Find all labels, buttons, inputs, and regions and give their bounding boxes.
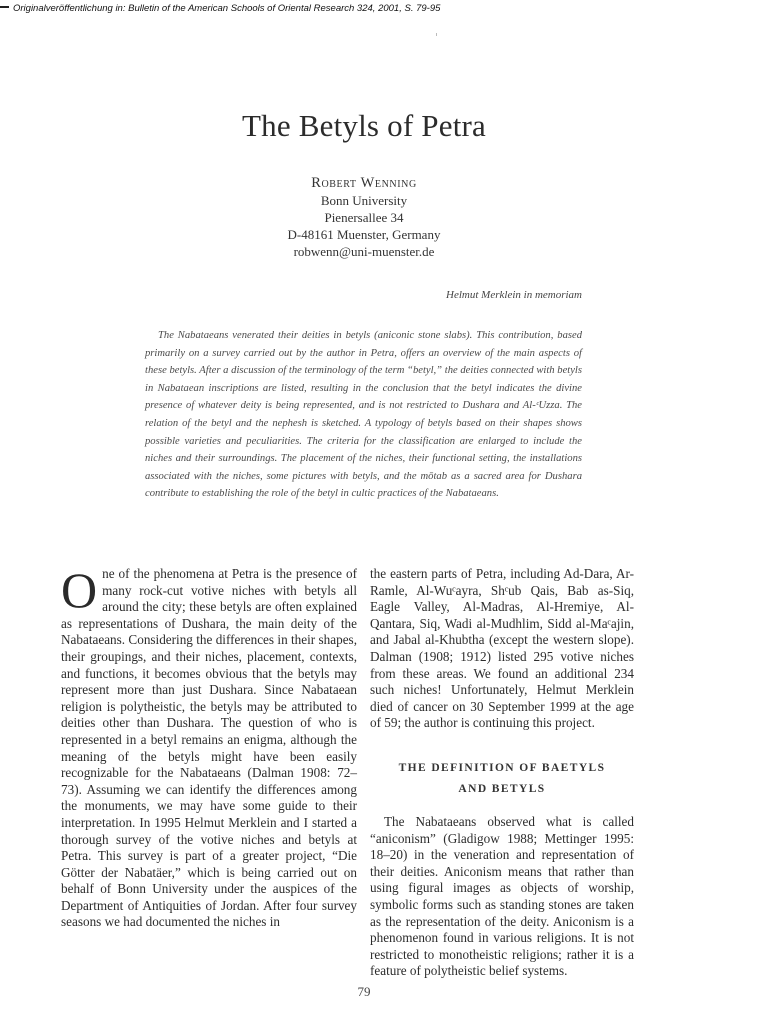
author-block (0, 175, 728, 260)
continued-paragraph: the eastern parts of Petra, including Ad-Dara, Ar-Ramle, Al-Wuᶜayra, Shᶜub Qais, Bab as-Siq, Eagle Valley, Al-Madras, Al-Hremiye, Al-Qantara, Siq, Wadi al-Mudhlim, Sidd al-Maᶜajin, and Jabal al-Khubtha (except the western slope). Dalman (1908; 1912) listed 295 votive niches from these areas. We found an additional 234 such niches! Unfortunately, Helmut Merklein died of cancer on 30 September 1999 at the age of 59; the author is continuing this project. (370, 566, 634, 731)
author-affiliation: Bonn University (320, 193, 408, 208)
section-heading (370, 758, 634, 800)
author-name: Robert Wenning (311, 175, 417, 191)
section-heading-line-1: THE DEFINITION OF BAETYLS (398, 761, 606, 774)
body-right-column (370, 566, 634, 980)
drop-cap: O (61, 562, 98, 618)
intro-paragraph (61, 562, 357, 931)
article-title: The Betyls of Petra (242, 108, 486, 143)
dedication: Helmut Merklein in memoriam (446, 289, 582, 301)
page-number: 79 (357, 984, 371, 999)
header-citation: Originalveröffentlichung in: Bulletin of the American Schools of Oriental Research 324, 2001, S. 79-95 (13, 3, 441, 14)
body-left-column (61, 562, 357, 931)
intro-text: ne of the phenomena at Petra is the presence of many rock-cut votive niches with betyls all around the city; these betyls are often explained as representations of Dushara, the main deity of the Nabataeans. Considering the differences in their shapes, their groupings, and their niches, placement, contexts, and functions, it becomes obvious that the betyls may represent more than just Dushara. Since Nabataean religion is polytheistic, the betyls may be attributed to deities other than Dushara. The question of who is represented in a betyl remains an enigma, although the meaning of the betyls might have been easily recognizable for the Nabataeans (Dalman 1908: 72–73). Assuming we can identify the differences among the monuments, we may have some guide to their interpretation. In 1995 Helmut Merklein and I started a thorough survey of the votive niches and betyls at Petra. This survey is part of a greater project, “Die Götter der Nabatäer,” which is being carried out on behalf of Bonn University under the auspices of the Department of Antiquities of Jordan. After four survey seasons we had documented the niches in (61, 566, 357, 930)
section-heading-line-2: AND BETYLS (458, 782, 546, 795)
corner-mark (0, 6, 9, 8)
section-paragraph: The Nabataeans observed what is called “aniconism” (Gladigow 1988; Mettinger 1995: 18–20) in the veneration and representation of their deities. Aniconism means that rather than using figural images as objects of worship, symbolic forms such as standing stones are taken as the representation of the deity. Aniconism is a phenomenon found in various religions. It is not restricted to monotheistic religions; rather it is a feature of polytheistic belief systems. (370, 813, 634, 979)
author-email: robwenn@uni-muenster.de (293, 244, 435, 259)
abstract: The Nabataeans venerated their deities in betyls (aniconic stone slabs). This contribution, based primarily on a survey carried out by the author in Petra, offers an overview of the main aspects of these betyls. After a discussion of the terminology of the term “betyl,” the deities connected with betyls in Nabataean inscriptions are listed, resulting in the conclusion that the betyl indicates the divine presence of whatever deity is being represented, and is not restricted to Dushara and Al-ᶜUzza. The relation of the betyl and the nephesh is sketched. A typology of betyls based on their shapes shows possible varieties and peculiarities. The criteria for the classification are enlarged to include the niches and their surroundings. The placement of the niches, their functional setting, the installations associated with the niches, some pictures with betyls, and the mōtab as a sacred area for Dushara contribute to establishing the role of the betyl in cultic practices of the Nabataeans. (145, 330, 582, 500)
author-street: Pienersallee 34 (324, 210, 404, 225)
author-city: D-48161 Muenster, Germany (287, 227, 441, 242)
scan-speck (436, 33, 437, 36)
